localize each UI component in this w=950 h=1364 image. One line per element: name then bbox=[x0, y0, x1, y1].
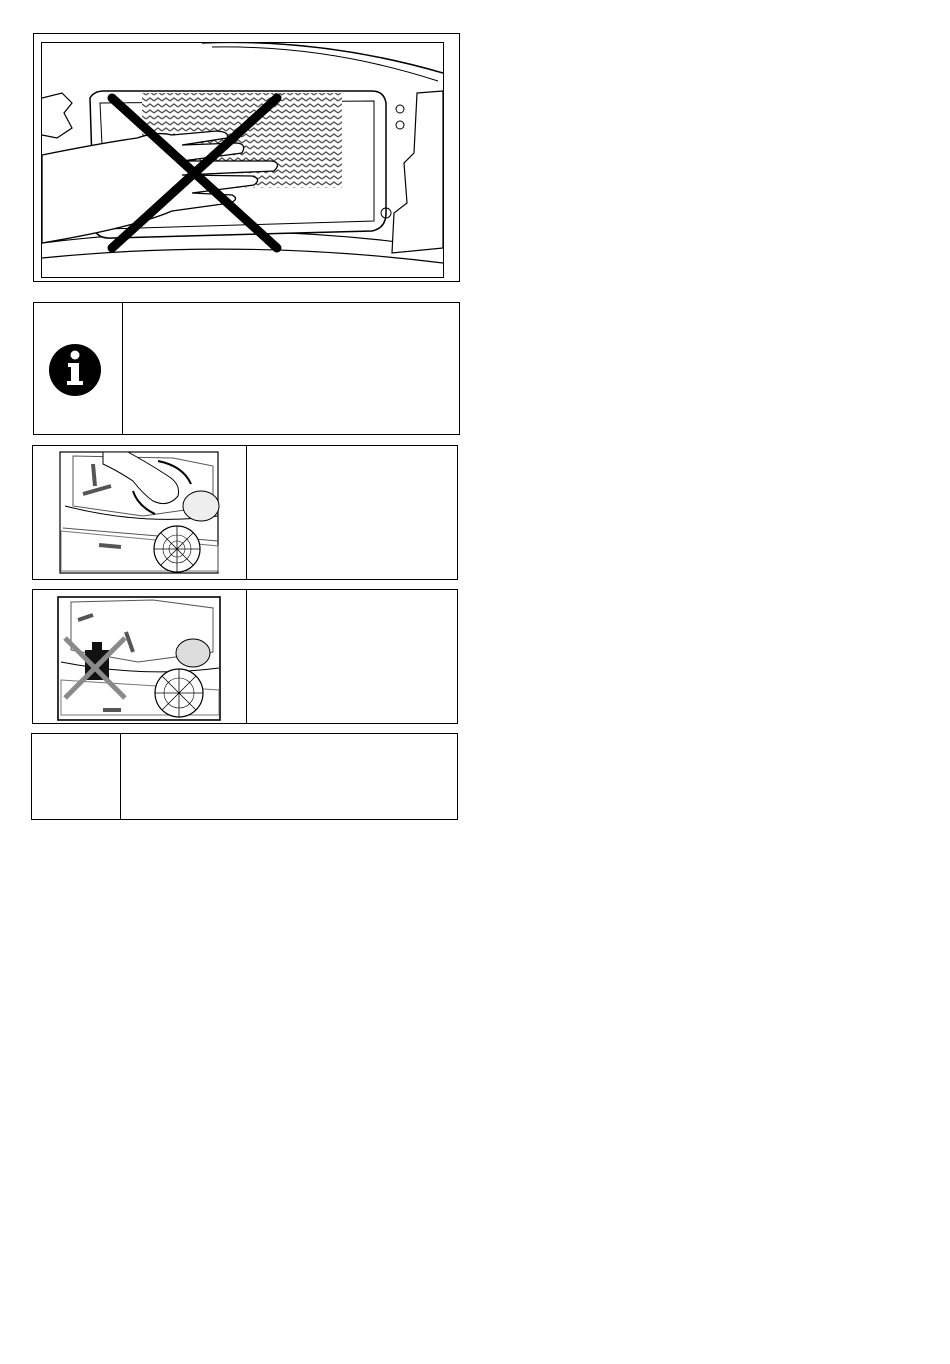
step-clean-filter bbox=[32, 445, 458, 580]
illustration-hand-in-drum bbox=[33, 33, 460, 282]
final-note-label-cell bbox=[32, 734, 121, 819]
drum-interior-drawing bbox=[42, 43, 443, 277]
step-clean-filter-image-cell bbox=[33, 446, 247, 579]
info-icon bbox=[34, 303, 122, 436]
no-weight-illustration bbox=[33, 590, 246, 725]
wipe-filter-icon bbox=[33, 446, 246, 581]
step-no-weight-on-door bbox=[32, 589, 458, 724]
info-icon-cell bbox=[34, 303, 123, 434]
illustration-inner-frame bbox=[41, 42, 444, 278]
step-no-weight-image-cell bbox=[33, 590, 247, 723]
final-note bbox=[31, 733, 458, 820]
info-note bbox=[33, 302, 460, 435]
